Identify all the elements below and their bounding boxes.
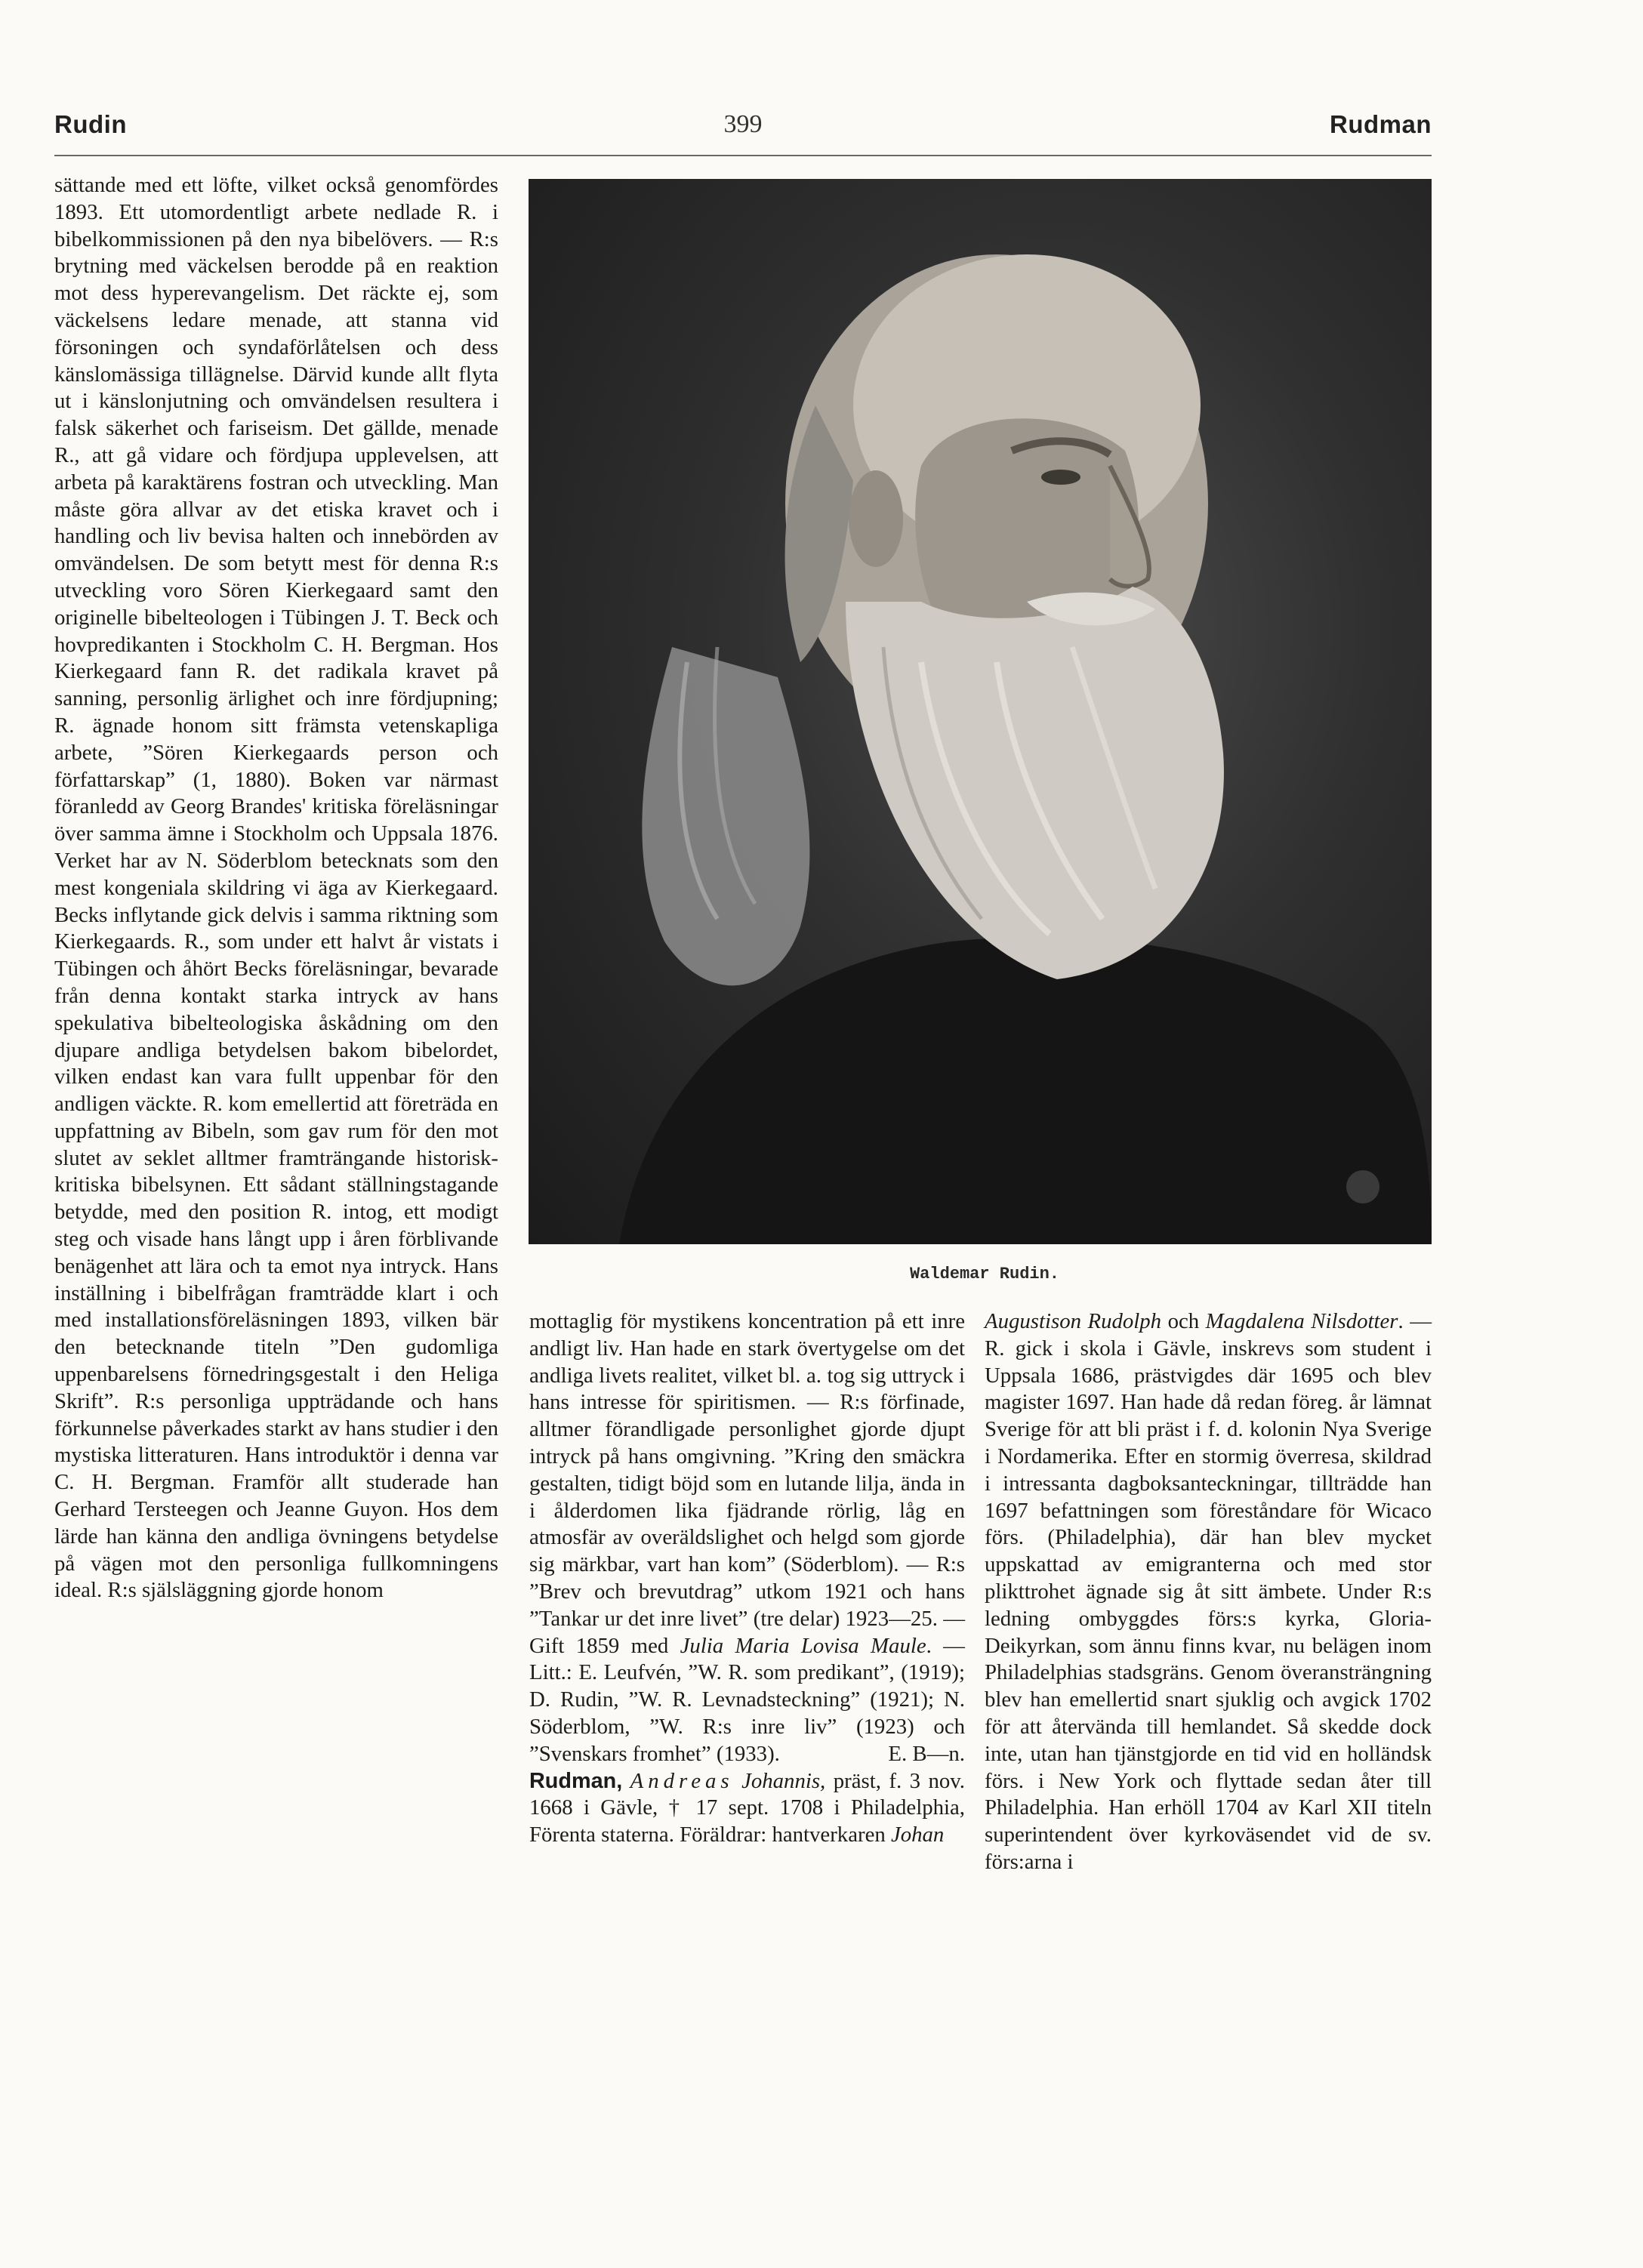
portrait-photo [529,179,1432,1244]
entry-given-name: Andreas [630,1768,734,1793]
portrait-illustration [529,179,1432,1244]
entry-given-name-2: Johannis, [741,1768,826,1793]
text-run: mottaglig för mystikens koncentration på ett inre andligt liv. Han hade en stark övertygelse om det andliga livets realitet, vilket bl. a. tog sig uttryck i hans intresse för spiritismen. — R:s förfinade, alltmer förandligade personlighet gjorde djupt intryck på hans omgivning. ”Kring den smäckra gestalten, tidigt böjd som en lutande lilja, ända in i ålderdomen lika fjädrande rörlig, låg en atmosfär av overäldslighet och helgd som gjorde sig märkbar, vart han kom” (Söderblom). — R:s ”Brev och brevutdrag” utkom 1921 och hans ”Tankar ur det inre livet” (tre delar) 1923—25. — Gift 1859 med [529,1309,965,1658]
father-name-start: Johan [890,1823,945,1847]
running-header [54,110,1432,146]
text-run: präst, f. 3 nov. 1668 i Gävle, † 17 sept. 1708 i Philadelphia, Förenta staterna. Föräldrar: hantverkaren [529,1768,965,1847]
entry-headword: Rudman, [529,1768,623,1793]
page-number: 399 [723,110,763,138]
text-run: . — R. gick i skola i Gävle, inskrevs som student i Uppsala 1686, prästvigdes där 1695 och blev magister 1697. Han hade då redan föreg. år lämnat Sverige för att bli präst i f. d. kolonin Nya Sverige i Nordamerika. Efter en stormig överresa, skildrad i intressanta dagboksanteckningar, tillträdde han 1697 befattningen som föreståndare för Wicaco förs. (Philadelphia), där han blev mycket uppskattad av emigranterna och med stor plikttrohet ägnade sig åt sitt ämbete. Under R:s ledning ombyggdes förs:s kyrka, Gloria-Deikyrkan, som ännu finns kvar, nu belägen inom Philadelphias stadsgräns. Genom överansträngning blev han emellertid snart sjuklig och avgick 1702 för att återvända till hemlandet. Så skedde dock inte, utan han tjänstgjorde en tid vid en holländsk förs. i New York och flyttade sedan åter till Philadelphia. Han erhöll 1704 av Karl XII titeln superintendent över kyrkoväsendet vid de sv. förs:arna i [985,1309,1432,1874]
figure-caption: Waldemar Rudin. [909,1265,1060,1283]
father-name-end: Augustison Rudolph [985,1309,1162,1333]
header-left-keyword: Rudin [54,110,127,138]
spouse-name: Julia Maria Lovisa Maule [680,1633,926,1658]
text-run: och [1161,1309,1206,1333]
header-rule [54,155,1432,156]
middle-text-column [529,1308,965,1849]
mother-name: Magdalena Nilsdotter [1205,1309,1398,1333]
right-column-paragraph [985,1308,1432,1876]
text-run: . — Litt.: E. Leufvén, ”W. R. som predikant”, (1919); D. Rudin, ”W. R. Levnadsteckning” (1921); N. Söderblom, ”W. R:s inre liv” (1923) och ”Svenskars fromhet” (1933). [529,1633,965,1766]
header-right-keyword: Rudman [1330,110,1432,138]
author-signature: E. B—n. [888,1741,965,1766]
middle-column-paragraph [529,1308,965,1768]
left-text-column [54,172,498,1604]
entry-rudman-start [529,1768,965,1849]
right-text-column [985,1308,1432,1876]
left-column-paragraph: sättande med ett löfte, vilket också genomfördes 1893. Ett utomordentligt arbete nedlade R. i bibelkommissionen på den nya bibelövers. — R:s brytning med väckelsen berodde på en reaktion mot dess hyperevangelism. Det räckte ej, som väckelsens ledare menade, att stanna vid försoningen och syndaförlåtelsen och dess känslomässiga tillägnelse. Därvid kunde allt flyta ut i känslonjutning och omvändelsen resultera i falsk säkerhet och fariseism. Det gällde, menade R., att gå vidare och fördjupa upplevelsen, att arbeta på karaktärens fostran och utveckling. Man måste göra allvar av det etiska kravet och i handling och liv bevisa halten och innebörden av omvändelsen. De som betytt mest för denna R:s utveckling voro Sören Kierkegaard samt den originelle bibelteologen i Tübingen J. T. Beck och hovpredikanten i Stockholm C. H. Bergman. Hos Kierkegaard fann R. det radikala kravet på sanning, personlig ärlighet och inre fördjupning; R. ägnade honom sitt främsta vetenskapliga arbete, ”Sören Kierkegaards person och författarskap” (1, 1880). Boken var närmast föranledd av Georg Brandes' kritiska föreläsningar över samma ämne i Stockholm och Uppsala 1876. Verket har av N. Söderblom betecknats som den mest kongeniala skildring vi äga av Kierkegaard. Becks inflytande gick delvis i samma riktning som Kierkegaards. R., som under ett halvt år vistats i Tübingen och åhört Becks föreläsningar, bevarade från denna kontakt starka intryck av hans spekulativa bibelteologiska åskådning om den djupare andliga betydelsen bakom bibelordet, vilken endast kan vara fullt uppenbar för den andligen väckte. R. kom emellertid att företräda en uppfattning av Bibeln, som gav rum för den mot slutet av seklet alltmer framträngande historisk-kritiska bibelsynen. Ett sådant ställningstagande betydde, med den position R. intog, ett modigt steg och visade hans långt upp i åren förblivande benägenhet att lära och ta emot nya intryck. Hans inställning i bibelfrågan framträdde klart i och med installationsföreläsningen 1893, vilken bär den betecknande titeln ”Den gudomliga uppenbarelsens förnedringsgestalt i den Heliga Skrift”. R:s personliga uppträdande och hans förkunnelse påverkades starkt av hans studier i den mystiska litteraturen. Hans introduktör i denna var C. H. Bergman. Framför allt studerade han Gerhard Tersteegen och Jeanne Guyon. Hos dem lärde han känna den andliga övningens betydelse på vägen mot den personliga fullkomningens ideal. R:s själsläggning gjorde honom [54,173,498,1603]
